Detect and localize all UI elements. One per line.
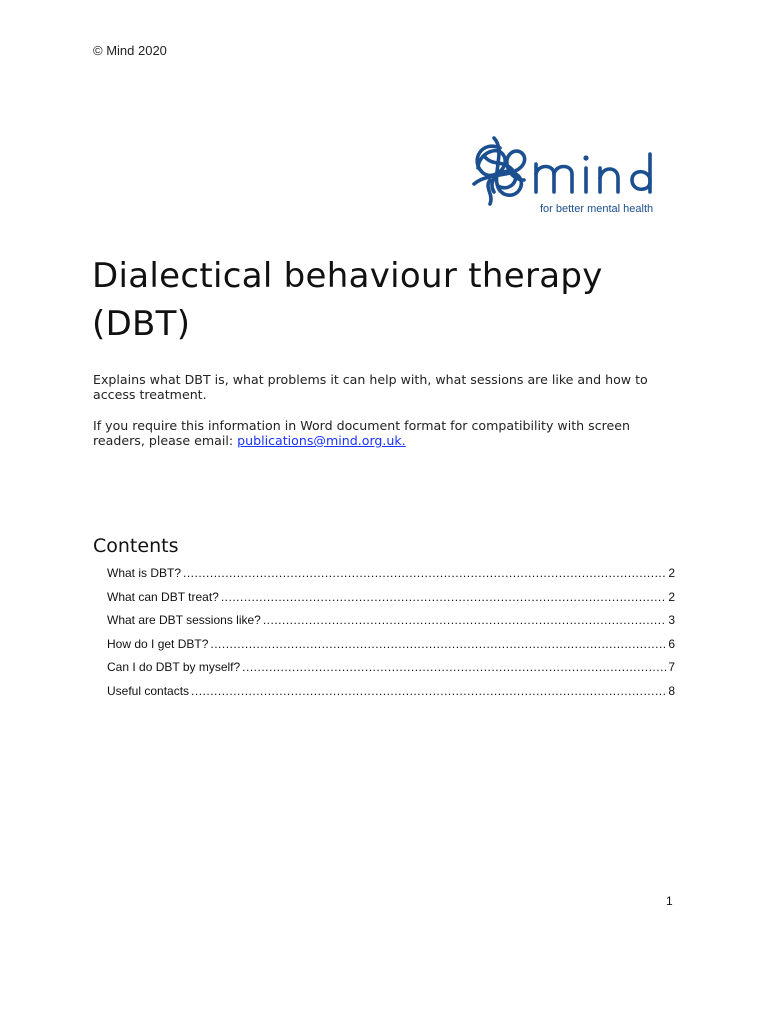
toc-item-label: Useful contacts xyxy=(107,683,190,698)
toc-item-how-get-dbt[interactable] xyxy=(107,637,675,661)
toc-item-what-is-dbt[interactable] xyxy=(107,566,675,590)
mind-logo xyxy=(464,128,676,220)
toc-item-useful-contacts[interactable] xyxy=(107,684,675,708)
toc-item-page: 7 xyxy=(668,660,675,675)
document-title xyxy=(92,252,652,348)
toc-item-label: How do I get DBT? xyxy=(107,636,209,651)
toc-item-dbt-by-myself[interactable] xyxy=(107,660,675,684)
toc-item-label: What can DBT treat? xyxy=(107,589,219,604)
toc-item-label: What is DBT? xyxy=(107,566,182,580)
toc-leader-dots xyxy=(242,660,666,674)
toc-item-page: 6 xyxy=(668,636,675,651)
title-line-1: Dialectical behaviour therapy xyxy=(92,256,603,296)
accessibility-text: If you require this information in Word document format for compatibility with screen readers, please email: xyxy=(93,418,630,448)
email-link[interactable]: publications@mind.org.uk. xyxy=(237,433,406,448)
toc-item-page: 2 xyxy=(668,589,675,604)
toc-item-page: 8 xyxy=(668,683,675,698)
toc-item-dbt-sessions[interactable] xyxy=(107,613,675,637)
toc-leader-dots xyxy=(221,590,666,604)
toc-item-label: Can I do DBT by myself? xyxy=(107,660,241,675)
toc-leader-dots xyxy=(210,637,666,651)
title-line-2: (DBT) xyxy=(92,304,191,344)
copyright-notice: © Mind 2020 xyxy=(93,43,167,58)
page-number: 1 xyxy=(666,894,673,908)
toc-leader-dots xyxy=(191,684,666,698)
table-of-contents xyxy=(107,566,675,708)
toc-item-label: What are DBT sessions like? xyxy=(107,613,261,628)
contents-heading: Contents xyxy=(93,535,179,557)
toc-item-what-can-dbt-treat[interactable] xyxy=(107,590,675,614)
logo-tagline: for better mental health xyxy=(540,203,654,215)
toc-leader-dots xyxy=(263,613,666,627)
toc-item-page: 3 xyxy=(668,613,675,628)
toc-item-page: 2 xyxy=(668,566,675,580)
intro-section xyxy=(93,372,683,464)
accessibility-note xyxy=(93,418,683,448)
intro-summary: Explains what DBT is, what problems it can help with, what sessions are like and how to access treatment. xyxy=(93,372,648,402)
mind-logo-graphic xyxy=(464,128,676,220)
toc-leader-dots xyxy=(183,566,666,580)
